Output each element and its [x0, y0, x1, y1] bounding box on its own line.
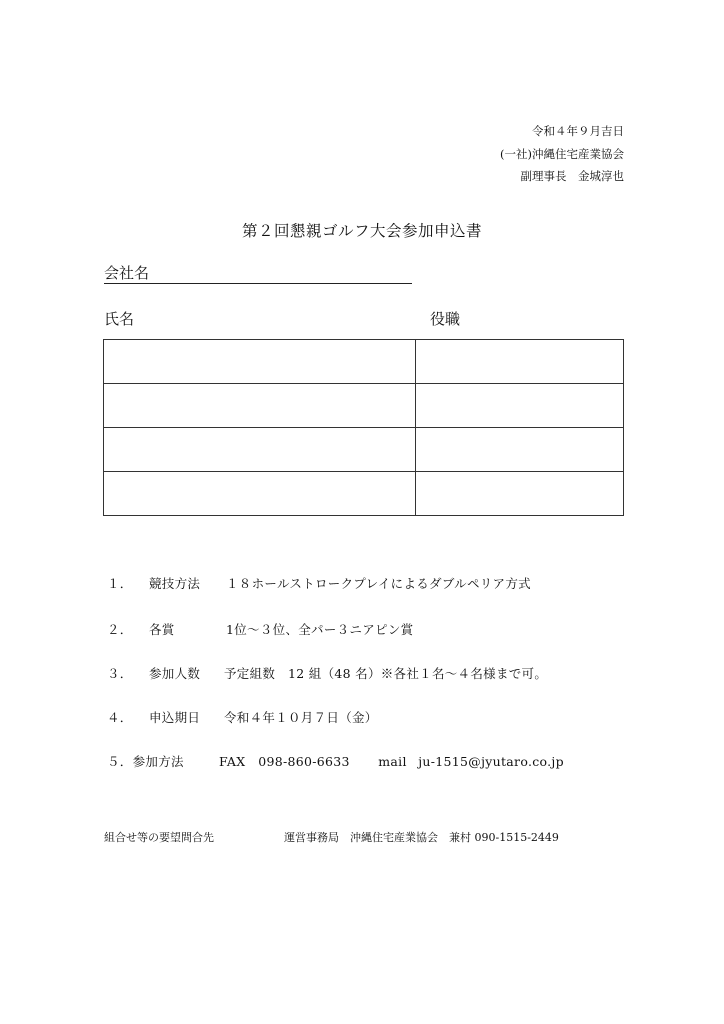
item-label: 参加方法	[132, 754, 184, 769]
name-cell[interactable]	[104, 428, 416, 472]
name-cell[interactable]	[104, 384, 416, 428]
inquiry-contact: 運営事務局 沖縄住宅産業協会 兼村 090-1515-2449	[284, 831, 559, 844]
signatory: 副理事長 金城淳也	[520, 169, 624, 183]
item-text: 1位～３位、全パー３ニアピン賞	[226, 622, 414, 637]
inquiry-footer	[104, 829, 559, 845]
item-number: １．	[107, 576, 133, 591]
item-label: 参加人数	[149, 666, 201, 681]
mail-address[interactable]: ju-1515@jyutaro.co.jp	[418, 754, 564, 769]
item-text: 令和４年１０月７日（金）	[224, 710, 378, 725]
list-item-application-method	[107, 752, 564, 770]
position-cell[interactable]	[416, 428, 624, 472]
table-row	[104, 472, 624, 516]
position-cell[interactable]	[416, 384, 624, 428]
entry-table	[103, 339, 624, 516]
position-column-label: 役職	[430, 310, 461, 328]
position-cell[interactable]	[416, 340, 624, 384]
item-text: １８ホールストロークプレイによるダブルペリア方式	[226, 576, 531, 591]
table-row	[104, 340, 624, 384]
item-number: ３．	[107, 666, 133, 681]
item-number: ５．	[107, 754, 133, 769]
inquiry-label: 組合せ等の要望問合先	[104, 831, 214, 844]
table-row	[104, 428, 624, 472]
fax-number: 098-860-6633	[258, 754, 350, 769]
issuing-organization: (一社)沖縄住宅産業協会	[500, 147, 624, 161]
item-label: 各賞	[149, 622, 175, 637]
table-row	[104, 384, 624, 428]
item-text: 予定組数 12 組（48 名）※各社１名～４名様まで可。	[224, 666, 548, 681]
position-cell[interactable]	[416, 472, 624, 516]
list-item-competition-method	[107, 574, 531, 592]
company-name-label: 会社名	[104, 264, 150, 282]
list-item-participants	[107, 664, 547, 682]
company-name-field[interactable]	[104, 283, 412, 284]
item-number: ２．	[107, 622, 133, 637]
document-date: 令和４年９月吉日	[532, 124, 624, 138]
name-column-label: 氏名	[104, 310, 135, 328]
item-number: ４．	[107, 710, 133, 725]
fax-label: FAX	[219, 754, 246, 769]
document-title: 第２回懇親ゴルフ大会参加申込書	[241, 222, 482, 240]
item-label: 申込期日	[149, 710, 201, 725]
item-label: 競技方法	[149, 576, 201, 591]
list-item-prizes	[107, 620, 413, 638]
name-cell[interactable]	[104, 472, 416, 516]
mail-label: mail	[378, 754, 407, 769]
name-cell[interactable]	[104, 340, 416, 384]
list-item-deadline	[107, 708, 378, 726]
